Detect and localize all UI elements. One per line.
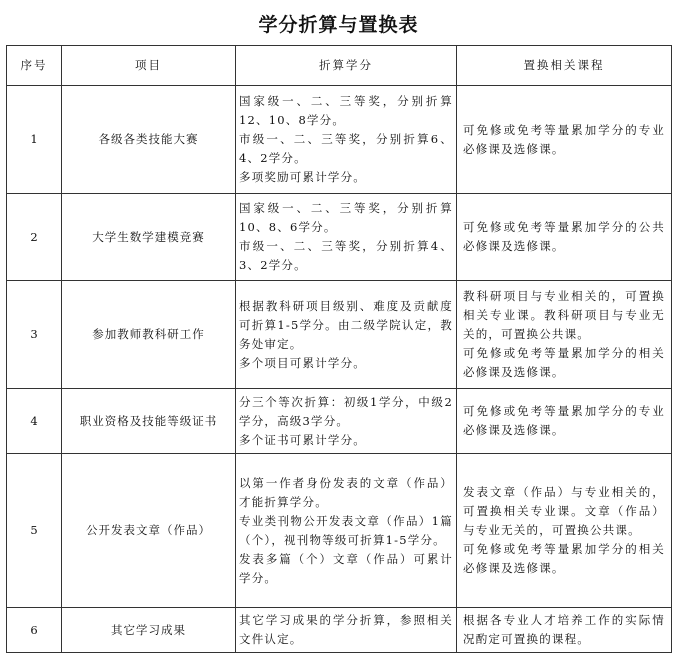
row-credit <box>236 608 457 653</box>
credit-line: 根据教科研项目级别、难度及贡献度可折算1-5学分。由二级学院认定，教务处审定。 <box>239 298 453 351</box>
course-line: 根据各专业人才培养工作的实际情况酌定可置换的课程。 <box>463 613 665 646</box>
row-project: 职业资格及技能等级证书 <box>62 389 236 454</box>
credit-line: 国家级一、二、三等奖，分别折算10、8、6学分。 <box>239 201 453 234</box>
table-header-row <box>7 46 672 86</box>
row-course <box>457 389 672 454</box>
row-course <box>457 194 672 281</box>
row-course <box>457 608 672 653</box>
credit-line: 多项奖励可累计学分。 <box>239 170 366 184</box>
row-credit <box>236 454 457 608</box>
table-row <box>7 194 672 281</box>
table-row <box>7 454 672 608</box>
credit-line: 以第一作者身份发表的文章（作品）才能折算学分。 <box>239 475 453 509</box>
row-project: 参加教师教科研工作 <box>62 281 236 389</box>
row-credit <box>236 86 457 194</box>
row-index: 2 <box>7 194 62 281</box>
header-project: 项目 <box>62 46 236 86</box>
row-index: 3 <box>7 281 62 389</box>
row-index: 6 <box>7 608 62 653</box>
row-credit <box>236 389 457 454</box>
course-line: 可免修或免考等量累加学分的相关必修课及选修课。 <box>463 346 665 379</box>
page-title: 学分折算与置换表 <box>258 14 419 36</box>
credit-line: 其它学习成果的学分折算，参照相关文件认定。 <box>239 613 453 646</box>
course-line: 可免修或免考等量累加学分的专业必修课及选修课。 <box>463 122 665 156</box>
header-credit: 折算学分 <box>236 46 457 86</box>
credit-line: 发表多篇（个）文章（作品）可累计学分。 <box>239 551 453 585</box>
course-line: 发表文章（作品）与专业相关的，可置换相关专业课。文章（作品）与专业无关的，可置换公共课。 <box>463 485 665 537</box>
row-course <box>457 454 672 608</box>
row-index: 5 <box>7 454 62 608</box>
row-credit <box>236 194 457 281</box>
credit-line: 国家级一、二、三等奖，分别折算12、10、8学分。 <box>239 94 453 127</box>
credit-line: 市级一、二、三等奖，分别折算4、3、2学分。 <box>239 239 453 272</box>
row-index: 4 <box>7 389 62 454</box>
row-project: 各级各类技能大赛 <box>62 86 236 194</box>
header-course: 置换相关课程 <box>457 46 672 86</box>
row-project: 大学生数学建模竞赛 <box>62 194 236 281</box>
credit-line: 多个证书可累计学分。 <box>239 432 366 447</box>
row-course <box>457 281 672 389</box>
course-line: 可免修或免考等量累加学分的公共必修课及选修课。 <box>463 220 665 253</box>
table-row <box>7 608 672 653</box>
row-index: 1 <box>7 86 62 194</box>
credit-line: 分三个等次折算：初级1学分，中级2学分，高级3学分。 <box>239 394 453 428</box>
credit-line: 专业类刊物公开发表文章（作品）1篇（个），视刊物等级可折算1-5学分。 <box>239 513 453 547</box>
course-line: 教科研项目与专业相关的，可置换相关专业课。教科研项目与专业无关的，可置换公共课。 <box>463 289 665 341</box>
course-line: 可免修或免考等量累加学分的专业必修课及选修课。 <box>463 404 665 437</box>
row-project: 公开发表文章（作品） <box>62 454 236 608</box>
credit-conversion-table <box>6 45 672 653</box>
row-project: 其它学习成果 <box>62 608 236 653</box>
table-row <box>7 86 672 194</box>
credit-line: 市级一、二、三等奖，分别折算6、4、2学分。 <box>239 132 453 165</box>
row-credit <box>236 281 457 389</box>
table-row <box>7 281 672 389</box>
course-line: 可免修或免考等量累加学分的相关必修课及选修课。 <box>463 542 665 575</box>
credit-line: 多个项目可累计学分。 <box>239 355 366 370</box>
row-course <box>457 86 672 194</box>
table-row <box>7 389 672 454</box>
header-index: 序号 <box>7 46 62 86</box>
